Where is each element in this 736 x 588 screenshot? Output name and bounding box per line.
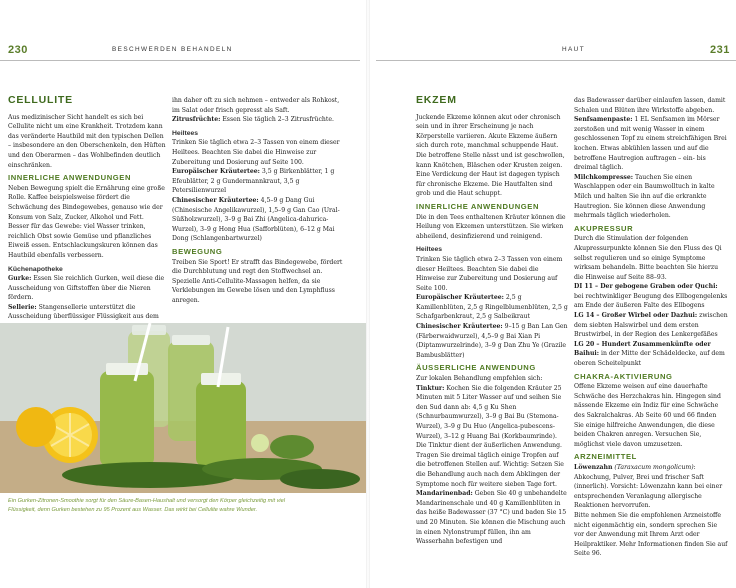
right-column-1 bbox=[416, 96, 568, 547]
body-text bbox=[574, 173, 728, 221]
body-text bbox=[172, 115, 348, 125]
section-title: CELLULITE bbox=[8, 94, 73, 106]
body-text bbox=[8, 274, 166, 303]
right-column-2 bbox=[574, 96, 728, 559]
term-label: Zitrusfrüchte: bbox=[172, 116, 221, 124]
body-text: Trinken Sie täglich etwa 2–3 Tassen von einem dieser Heiltees. Beachten Sie dabei die Hinweise zur Zubereitung und Dosierung auf Seite 100. bbox=[172, 139, 340, 166]
subsection-heading: AKUPRESSUR bbox=[574, 223, 634, 233]
term-text: in der Mitte der Schädeldecke, auf dem oberen Scheitelpunkt bbox=[574, 350, 725, 368]
term-text: Kochen Sie die folgenden Kräuter 25 Minuten mit 5 Liter Wasser auf und seihen Sie den Sud dann ab: 4,5 g Ku Shen (Schnurbaumwurzel), 3–9 g Bai Bu (Stemona-Wurzel), 3–9 g Du Huo (Angelica-pubescens-Wurzel), 3–12 g Huang Bai (Korkbaumrinde). Die Tinktur dient der äußerlichen Anwendung. Tragen Sie dreimal täglich einige Tropfen auf die betroffenen Stellen auf. Wichtig: Setzen Sie die Behandlung auch nach dem Abklingen der Symptome noch für weitere sieben Tage fort. bbox=[416, 384, 564, 488]
term-label: Europäischer Kräutertee: bbox=[172, 168, 260, 176]
right-page bbox=[368, 0, 736, 588]
term-label: Europäischer Kräutertee: bbox=[416, 294, 504, 302]
section-title: EKZEM bbox=[416, 94, 457, 106]
subheading: Küchenapotheke bbox=[8, 265, 63, 273]
subsection-heading: INNERLICHE ANWENDUNGEN bbox=[416, 201, 540, 211]
body-text: Neben Bewegung spielt die Ernährung eine große Rolle. Kaffee beispielsweise fördert die Schwächung des Bindegewebes, genauso wie der Konsum von Salz, Zucker, Alkohol und Fett. Besser für das Gewebe: viel Wasser trinken, reichlich Obst sowie Gemüse und pflanzliches Eiweiß essen. Entschlackungskuren können das Hautbild ebenfalls verbessern. bbox=[8, 184, 165, 259]
body-text: Treiben Sie Sport! Er strafft das Bindegewebe, fördert die Durchblutung und regt den Stoffwechsel an. Spezielle Anti-Cellulite-Massagen helfen, da sie Verklebungen im Gewebe lösen und den Lymphfluss anregen. bbox=[172, 258, 343, 304]
term-label: Gurke: bbox=[8, 275, 32, 283]
subheading: Heiltees bbox=[172, 129, 199, 137]
intro-text: Juckende Ekzeme können akut oder chronisch sein und in ihrer Erscheinung je nach Körperstelle variieren. Akute Ekzeme äußern sich durch rote, manchmal schuppende Haut. Die betroffene Stelle nässt und ist geschwollen, kann Knötchen, Bläschen oder Krusten zeigen. Eine Verdickung der Haut ist dagegen typisch für chronische Ekzeme. Die Hautfalten sind grob und die Haut schuppt. bbox=[416, 113, 565, 198]
subsection-heading: ARZNEIMITTEL bbox=[574, 452, 637, 462]
subsection-heading: BEWEGUNG bbox=[172, 246, 223, 256]
body-text bbox=[416, 384, 568, 490]
body-text bbox=[172, 167, 348, 196]
body-text bbox=[574, 115, 728, 173]
body-text bbox=[574, 340, 728, 369]
term-label: Löwenzahn bbox=[574, 463, 613, 471]
body-text bbox=[416, 489, 568, 547]
body-text: das Badewasser darüber einlaufen lassen, damit Schalen und Blüten ihre Wirkstoffe abgeben. bbox=[574, 97, 726, 114]
photo-caption: Ein Gurken-Zitronen-Smoothie sorgt für den Säure-Basen-Haushalt und versorgt den Körper gleichzeitig mit viel Flüssigkeit, denn Gurken bestehen zu 95 Prozent aus Wasser. Das wirkt bei Cellulite wahre Wunder. bbox=[8, 498, 286, 513]
term-label: Sellerie: bbox=[8, 303, 37, 311]
running-head: BESCHWERDEN BEHANDELN bbox=[112, 46, 233, 53]
body-text bbox=[416, 293, 568, 322]
term-text: Stangensellerie unterstützt die Ausscheidung überflüssiger Flüssigkeit aus dem bbox=[8, 303, 159, 321]
term-text: 3,5 g Birkenblätter, 1 g Efeublätter, 2 g Gundermannkraut, 3,5 g Petersilienwurzel bbox=[172, 168, 335, 195]
intro-text: Aus medizinischer Sicht handelt es sich bei Cellulite nicht um eine Krankheit. Trotzdem kann das veränderte Hautbild mit den typischen Dellen – insbesondere an den Oberschenkeln, den Hüften und den Oberarmen – das Wohlbefinden deutlich einschränken. bbox=[8, 113, 166, 169]
term-text: 1 EL Senfsamen im Mörser zerstoßen und mit wenig Wasser in einem geschlossenen Topf zu einem streichfähigen Brei kochen. Etwas abkühlen lassen und auf die betroffene Hautregion auftragen – ein- bis dreimal täglich. bbox=[574, 116, 727, 172]
header-rule bbox=[0, 60, 360, 61]
body-text: Durch die Stimulation der folgenden Akupressurpunkte können Sie den Fluss des Qi selbst regulieren und so einige Symptome wirksam behandeln. Bitte beachten Sie hierzu die Hinweise auf Seite 88–93. bbox=[574, 235, 722, 281]
term-label: Milchkompresse: bbox=[574, 173, 634, 181]
term-label: DI 11 – Der gebogene Graben oder Quchi: bbox=[574, 283, 718, 291]
term-text: zwischen dem siebten Halswirbel und dem ersten Brustwirbel, in der Region des Lenkergefäßes bbox=[574, 312, 728, 339]
left-column-2 bbox=[172, 96, 348, 305]
left-column-1 bbox=[8, 96, 166, 332]
page-number: 230 bbox=[8, 44, 28, 56]
subsection-heading: ÄUSSERLICHE ANWENDUNG bbox=[416, 363, 536, 373]
body-text bbox=[574, 282, 728, 311]
body-text: Zur lokalen Behandlung empfehlen sich: bbox=[416, 375, 543, 383]
term-text: bei rechtwinkliger Beugung des Ellbogengelenks am Ende der äußeren Falte des Ellbogens bbox=[574, 292, 728, 310]
body-text: ihn daher oft zu sich nehmen – entweder als Rohkost, im Salat oder frisch gepresst als Saft. bbox=[172, 97, 340, 114]
term-label: Tinktur: bbox=[416, 384, 445, 392]
term-text: 4,5–9 g Dang Gui (Chinesische Angelikawurzel), 1,5–9 g Gan Cao (Ural-Süßholzwurzel), 3–9 g Bai Zhi (Angelica-dahurica-Wurzel), 3–9 g Hong Hua (Safforblüten), 6–12 g Mai Dong (Schlangenbartwurzel) bbox=[172, 196, 340, 243]
body-text bbox=[574, 311, 728, 340]
term-label: Mandarinenbad: bbox=[416, 490, 473, 498]
term-text: Geben Sie 40 g unbehandelte Mandarinenschale und 40 g Kamillenblüten in das heiße Badewasser (37 °C) und baden Sie 15 und 20 Minuten. Sie können die Mischung auch in einen Nylonstrumpf füllen, ihn am Wasserhahn befestigen und bbox=[416, 490, 567, 546]
smoothie-illustration bbox=[0, 323, 368, 493]
term-label: LG 14 – Großer Wirbel oder Dazhui: bbox=[574, 312, 698, 320]
body-text bbox=[172, 196, 348, 244]
subsection-heading: CHAKRA-AKTIVIERUNG bbox=[574, 371, 673, 381]
term-text: 2,5 g Kamillenblüten, 2,5 g Ringelblumenblüten, 2,5 g Schafgarbenkraut, 2,5 g Salbeikraut bbox=[416, 294, 568, 321]
body-text: Trinken Sie täglich etwa 2–3 Tassen von einem dieser Heiltees. Beachten Sie dabei die Hinweise zur Zubereitung und Dosierung auf Seite 100. bbox=[416, 255, 563, 292]
term-label: Senfsamenpaste: bbox=[574, 116, 633, 124]
term-text: : Abkochung, Pulver, Brei und frischer Saft (innerlich). Vorsicht: Löwenzahn kann bei einer entsprechenden Veranlagung allergische Reaktionen hervorrufen. bbox=[574, 463, 723, 510]
subheading: Heiltees bbox=[416, 246, 443, 254]
body-text bbox=[574, 463, 728, 511]
running-head: HAUT bbox=[562, 46, 585, 53]
header-rule bbox=[376, 60, 736, 61]
smoothie-photo bbox=[0, 323, 368, 493]
subsection-heading: INNERLICHE ANWENDUNGEN bbox=[8, 173, 132, 183]
body-text: Bitte nehmen Sie die empfohlenen Arzneistoffe nicht eigenmächtig ein, sondern sprechen Sie vor der Anwendung mit Ihrem Arzt oder Heilpraktiker. Mehr Informationen finden Sie auf Seite 96. bbox=[574, 511, 728, 558]
latin-name: (Taraxacum mongolicum) bbox=[614, 463, 694, 471]
page-number: 231 bbox=[710, 44, 730, 56]
body-text: Die in den Tees enthaltenen Kräuter können die Heilung von Ekzemen unterstützen. Sie wirken abheilend, desinfizierend und reinigend. bbox=[416, 213, 566, 240]
term-text: Essen Sie reichlich Gurken, weil diese die Ausscheidung von Giftstoffen über die Nieren fördern. bbox=[8, 275, 165, 302]
body-text bbox=[416, 322, 568, 360]
term-label: Chinesischer Kräutertee: bbox=[172, 196, 259, 204]
body-text: Offene Ekzeme weisen auf eine dauerhafte Schwäche des Herzchakras hin. Hingegen sind nässende Ekzeme ein Indiz für eine Schwäche des Sakralchakras. Ab Seite 60 und 66 finden Sie einige hilfreiche Anwendungen, die diese beiden Chakren anregen. Versuchen Sie, möglichst viele davon umzusetzen. bbox=[574, 383, 721, 448]
term-label: LG 20 – Hundert Zusammenkünfte oder Baihui: bbox=[574, 340, 711, 358]
term-label: Chinesischer Kräutertee: bbox=[416, 323, 503, 331]
term-text: Essen Sie täglich 2–3 Zitrusfrüchte. bbox=[222, 116, 334, 124]
term-text: Tauchen Sie einen Waschlappen oder ein Baumwolltuch in kalte Milch und halten Sie ihn auf die erkrankte Hautregion. Sie können diese Anwendung mehrmals täglich wiederholen. bbox=[574, 173, 715, 220]
term-text: 9–15 g Ban Lan Gen (Färberwaidwurzel), 4,5–9 g Bai Xian Pi (Diptamwurzelrinde), 3–9 g Dan Zhu Ye (Grazile Bambusblätter) bbox=[416, 323, 568, 359]
